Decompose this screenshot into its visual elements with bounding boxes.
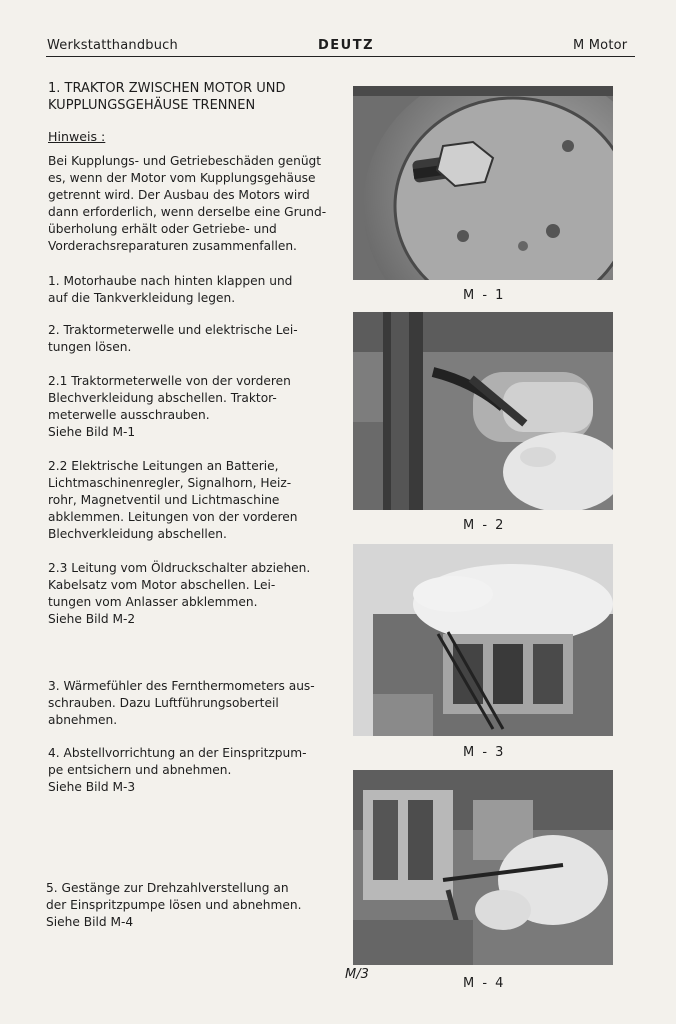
step-2-2: 2.2 Elektrische Leitungen an Batterie, Lichtmaschinenregler, Signalhorn, Heiz- rohr, Magnetventil und Lichtmaschine abklemmen. Leitungen von der vorderen Blechverkleidung abschellen. — [48, 459, 298, 541]
header-rule — [46, 56, 635, 57]
page-number: M/3 — [345, 967, 369, 982]
step-2-1: 2.1 Traktormeterwelle von der vorderen Blechverkleidung abschellen. Traktor- meterwelle ausschrauben. Siehe Bild M-1 — [48, 374, 291, 439]
figure-m3-photo — [353, 544, 613, 736]
figure-m2-caption: M - 2 — [463, 518, 506, 533]
figure-m1-photo — [353, 86, 613, 280]
step-1: 1. Motorhaube nach hinten klappen und auf die Tankverkleidung legen. — [48, 274, 293, 305]
note-text: Bei Kupplungs- und Getriebeschäden genügt es, wenn der Motor vom Kupplungsgehäuse getrennt wird. Der Ausbau des Motors wird dann erforderlich, wenn derselbe eine Grund- überholung erhält oder Getriebe- und Vorderachsreparaturen zusammenfallen. — [48, 154, 327, 253]
header-brand: DEUTZ — [318, 38, 375, 53]
note-heading: Hinweis : — [48, 129, 106, 144]
figure-m3-caption: M - 3 — [463, 745, 506, 760]
figure-m4-photo — [353, 770, 613, 965]
figure-m1-caption: M - 1 — [463, 288, 506, 303]
step-3: 3. Wärmefühler des Fernthermometers aus- schrauben. Dazu Luftführungsoberteil abnehmen. — [48, 679, 315, 727]
header-section: M Motor — [573, 38, 628, 53]
step-4: 4. Abstellvorrichtung an der Einspritzpum- pe entsichern und abnehmen. Siehe Bild M-3 — [48, 746, 307, 794]
figure-m2-photo — [353, 312, 613, 510]
step-2: 2. Traktormeterwelle und elektrische Lei- tungen lösen. — [48, 323, 298, 354]
section-title: 1. TRAKTOR ZWISCHEN MOTOR UND KUPPLUNGSGEHÄUSE TRENNEN — [48, 81, 286, 113]
step-2-3: 2.3 Leitung vom Öldruckschalter abziehen. Kabelsatz vom Motor abschellen. Lei- tungen vom Anlasser abklemmen. Siehe Bild M-2 — [48, 561, 311, 626]
step-5: 5. Gestänge zur Drehzahlverstellung an der Einspritzpumpe lösen und abnehmen. Siehe Bild M-4 — [46, 881, 302, 929]
figure-m4-caption: M - 4 — [463, 976, 506, 991]
header-manual-title: Werkstatthandbuch — [47, 38, 178, 53]
